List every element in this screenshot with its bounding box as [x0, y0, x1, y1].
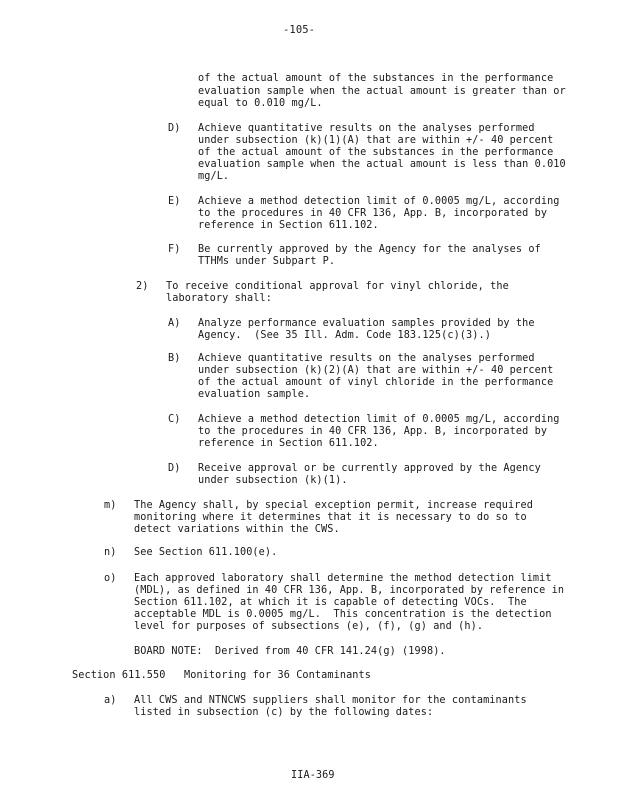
item-o-label: o) — [104, 573, 117, 584]
item-d2-text: Receive approval or be currently approved by the Agency — [198, 463, 541, 474]
item-m-text: detect variations within the CWS. — [134, 524, 340, 535]
item-a-text: Agency. (See 35 Ill. Adm. Code 183.125(c)(3).) — [198, 330, 491, 341]
item-e-text: Achieve a method detection limit of 0.0005 mg/L, according — [198, 196, 560, 207]
item-c-text: reference in Section 611.102. — [198, 438, 379, 449]
item-d-label: D) — [168, 123, 181, 134]
item-o-text: Each approved laboratory shall determine the method detection limit — [134, 573, 552, 584]
board-note: BOARD NOTE: Derived from 40 CFR 141.24(g) (1998). — [134, 646, 446, 657]
item-a-new-text: listed in subsection (c) by the following dates: — [134, 707, 434, 718]
item-b-text: under subsection (k)(2)(A) that are within +/- 40 percent — [198, 365, 554, 376]
item-b-text: evaluation sample. — [198, 389, 311, 400]
item-e-label: E) — [168, 196, 181, 207]
item-o-text: acceptable MDL is 0.0005 mg/L. This concentration is the detection — [134, 609, 552, 620]
item-f-text: Be currently approved by the Agency for the analyses of — [198, 244, 541, 255]
item-b-text: Achieve quantitative results on the analyses performed — [198, 353, 535, 364]
item-e-text: to the procedures in 40 CFR 136, App. B, incorporated by — [198, 208, 548, 219]
page-number: -105- — [283, 24, 316, 36]
item-d-text: mg/L. — [198, 171, 230, 182]
item-d-text: under subsection (k)(1)(A) that are within +/- 40 percent — [198, 135, 554, 146]
item-o-text: (MDL), as defined in 40 CFR 136, App. B, incorporated by reference in — [134, 585, 565, 596]
item-d2-text: under subsection (k)(1). — [198, 475, 348, 486]
item-m-label: m) — [104, 500, 117, 511]
item-d-text: of the actual amount of the substances in the performance — [198, 147, 554, 158]
item-f-label: F) — [168, 244, 181, 255]
item-m-text: The Agency shall, by special exception permit, increase required — [134, 500, 533, 511]
item-c-text: to the procedures in 40 CFR 136, App. B, incorporated by — [198, 426, 548, 437]
section-number: Section 611.550 — [72, 670, 166, 681]
item-n-label: n) — [104, 547, 117, 558]
item-f-text: TTHMs under Subpart P. — [198, 256, 336, 267]
item-a-label: A) — [168, 318, 181, 329]
item-d-text: Achieve quantitative results on the analyses performed — [198, 123, 535, 134]
item-d2-label: D) — [168, 463, 181, 474]
item-e-text: reference in Section 611.102. — [198, 220, 379, 231]
item-2-text: laboratory shall: — [166, 293, 272, 304]
item-o-text: Section 611.102, at which it is capable of detecting VOCs. The — [134, 597, 527, 608]
item-o-text: level for purposes of subsections (e), (f), (g) and (h). — [134, 621, 484, 632]
item-2-text: To receive conditional approval for vinyl chloride, the — [166, 281, 509, 292]
item-m-text: monitoring where it determines that it is necessary to do so to — [134, 512, 527, 523]
page-footer: IIA-369 — [291, 770, 335, 781]
item-b-text: of the actual amount of vinyl chloride in the performance — [198, 377, 554, 388]
item-d-text: evaluation sample when the actual amount is less than 0.010 — [198, 159, 566, 170]
section-title: Monitoring for 36 Contaminants — [184, 670, 372, 681]
item-a-text: Analyze performance evaluation samples provided by the — [198, 318, 535, 329]
continuation-line-3: equal to 0.010 mg/L. — [198, 98, 323, 109]
item-a-new-label: a) — [104, 695, 117, 706]
continuation-line-1: of the actual amount of the substances in the performance — [198, 73, 554, 84]
continuation-line-2: evaluation sample when the actual amount is greater than or — [198, 86, 566, 97]
item-n-text: See Section 611.100(e). — [134, 547, 278, 558]
item-b-label: B) — [168, 353, 181, 364]
item-c-label: C) — [168, 414, 181, 425]
item-c-text: Achieve a method detection limit of 0.0005 mg/L, according — [198, 414, 560, 425]
item-a-new-text: All CWS and NTNCWS suppliers shall monitor for the contaminants — [134, 695, 527, 706]
item-2-label: 2) — [136, 281, 149, 292]
